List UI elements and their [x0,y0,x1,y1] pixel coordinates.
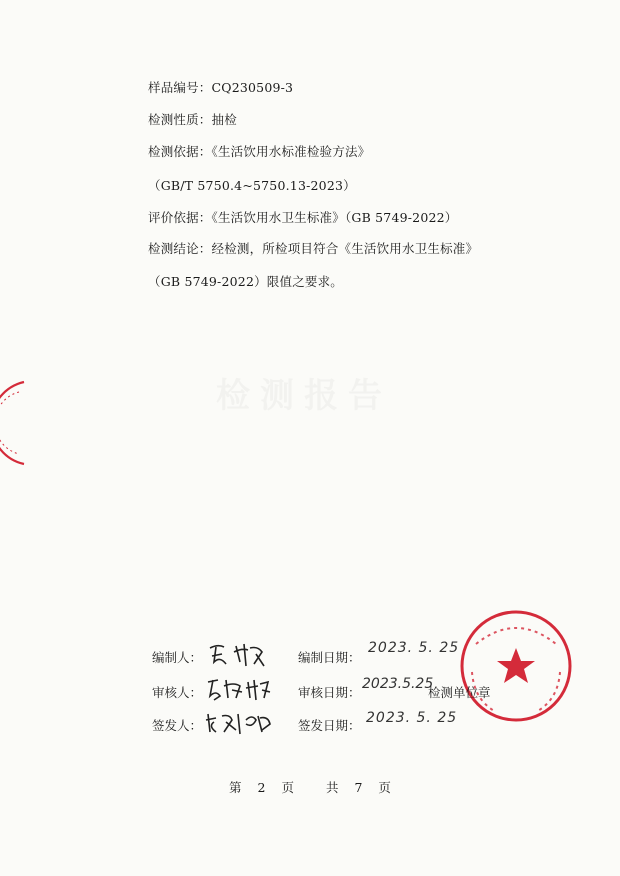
review-date-label: 审核日期： [298,685,361,700]
issuer-label: 签发人： [152,718,203,733]
compiler-label: 编制人： [152,650,203,665]
footer-page-number: 2 [257,780,266,795]
footer-page-word: 页 [281,780,294,795]
issue-date-label: 签发日期： [298,718,361,733]
review-date-handwritten: 2023.5.25 [362,676,434,692]
test-conclusion-continued: （GB 5749-2022）限值之要求。 [148,274,343,289]
reviewer-label: 审核人： [152,685,203,700]
issuer-signature [204,708,274,738]
page-footer [0,778,620,796]
test-basis: 检测依据：《生活饮用水标准检验方法》 [148,144,371,159]
stamp-caption: 检测单位章 [428,685,491,700]
seam-stamp-left [0,378,30,468]
compiler-signature [206,638,268,670]
footer-suffix: 页 [378,780,391,795]
reviewer-signature [204,674,274,704]
test-basis-code: （GB/T 5750.4~5750.13-2023） [148,178,356,193]
issue-date-handwritten: 2023. 5. 25 [366,710,458,726]
compile-date-label: 编制日期： [298,650,361,665]
footer-prefix: 第 [229,780,242,795]
test-nature: 检测性质：抽检 [148,112,237,127]
evaluation-basis: 评价依据：《生活饮用水卫生标准》（GB 5749-2022） [148,210,458,225]
watermark-text [216,368,392,417]
official-stamp [456,606,576,726]
footer-total-prefix: 共 [325,780,339,795]
footer-total-pages: 7 [354,780,363,795]
compile-date-handwritten: 2023. 5. 25 [368,640,460,656]
sample-number: 样品编号：CQ230509-3 [148,80,294,95]
test-conclusion: 检测结论：经检测，所检项目符合《生活饮用水卫生标准》 [148,241,479,256]
